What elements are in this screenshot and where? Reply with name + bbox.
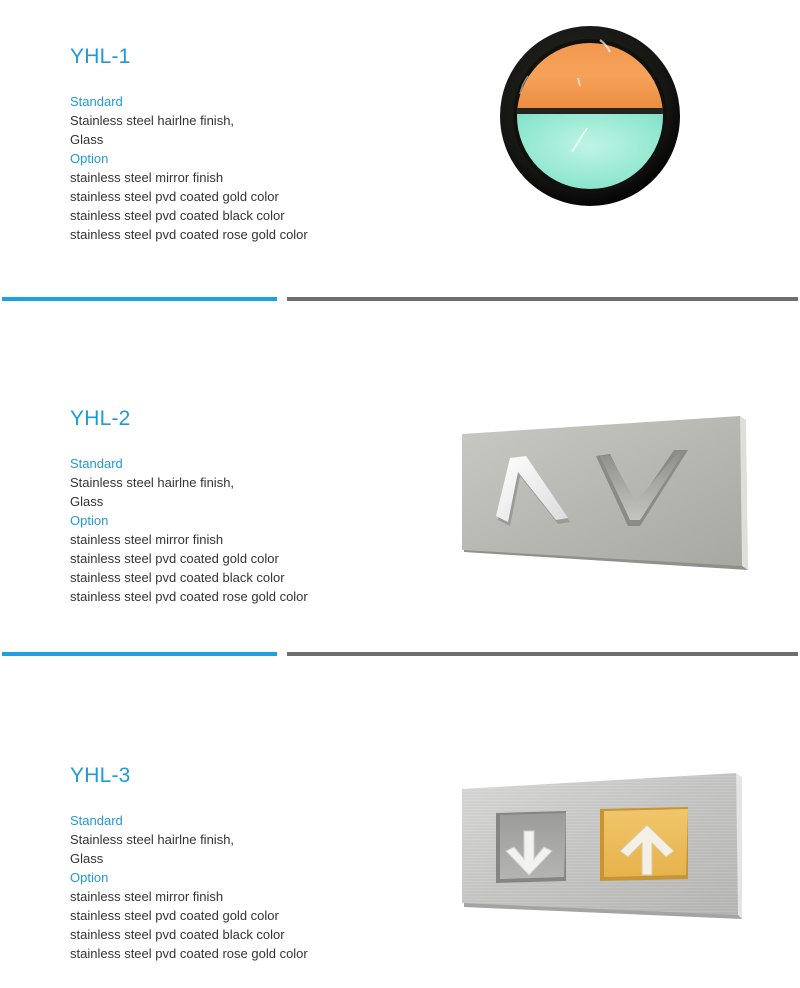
divider-line <box>287 652 798 656</box>
option-item: stainless steel pvd coated black color <box>70 570 285 585</box>
product-yhl-3 <box>0 657 800 988</box>
product-title: YHL-2 <box>70 407 131 430</box>
product-specs <box>70 454 308 606</box>
arrow-button-plate-image <box>462 773 744 923</box>
option-item: stainless steel pvd coated gold color <box>70 551 279 566</box>
standard-item: Stainless steel hairlne finish, <box>70 475 235 490</box>
product-title: YHL-3 <box>70 764 131 787</box>
option-item: stainless steel pvd coated rose gold color <box>70 227 308 242</box>
round-lantern-image <box>498 24 682 208</box>
product-specs <box>70 92 308 244</box>
product-specs <box>70 811 308 963</box>
option-label: Option <box>70 513 109 528</box>
standard-label: Standard <box>70 813 123 828</box>
divider-line <box>287 297 798 301</box>
standard-label: Standard <box>70 456 123 471</box>
standard-label: Standard <box>70 94 123 109</box>
standard-item: Stainless steel hairlne finish, <box>70 832 235 847</box>
option-item: stainless steel pvd coated gold color <box>70 189 279 204</box>
option-item: stainless steel pvd coated rose gold color <box>70 946 308 961</box>
standard-item: Glass <box>70 851 104 866</box>
option-item: stainless steel pvd coated black color <box>70 927 285 942</box>
product-title: YHL-1 <box>70 45 131 68</box>
option-item: stainless steel pvd coated gold color <box>70 908 279 923</box>
option-item: stainless steel mirror finish <box>70 889 224 904</box>
divider-accent <box>2 652 277 656</box>
option-item: stainless steel pvd coated black color <box>70 208 285 223</box>
product-yhl-1 <box>0 0 800 298</box>
option-label: Option <box>70 151 109 166</box>
standard-item: Glass <box>70 494 104 509</box>
divider-accent <box>2 297 277 301</box>
option-item: stainless steel pvd coated rose gold color <box>70 589 308 604</box>
standard-item: Stainless steel hairlne finish, <box>70 113 235 128</box>
option-item: stainless steel mirror finish <box>70 170 224 185</box>
option-item: stainless steel mirror finish <box>70 532 224 547</box>
option-label: Option <box>70 870 109 885</box>
arrow-plate-image <box>460 414 750 580</box>
standard-item: Glass <box>70 132 104 147</box>
product-yhl-2 <box>0 302 800 652</box>
